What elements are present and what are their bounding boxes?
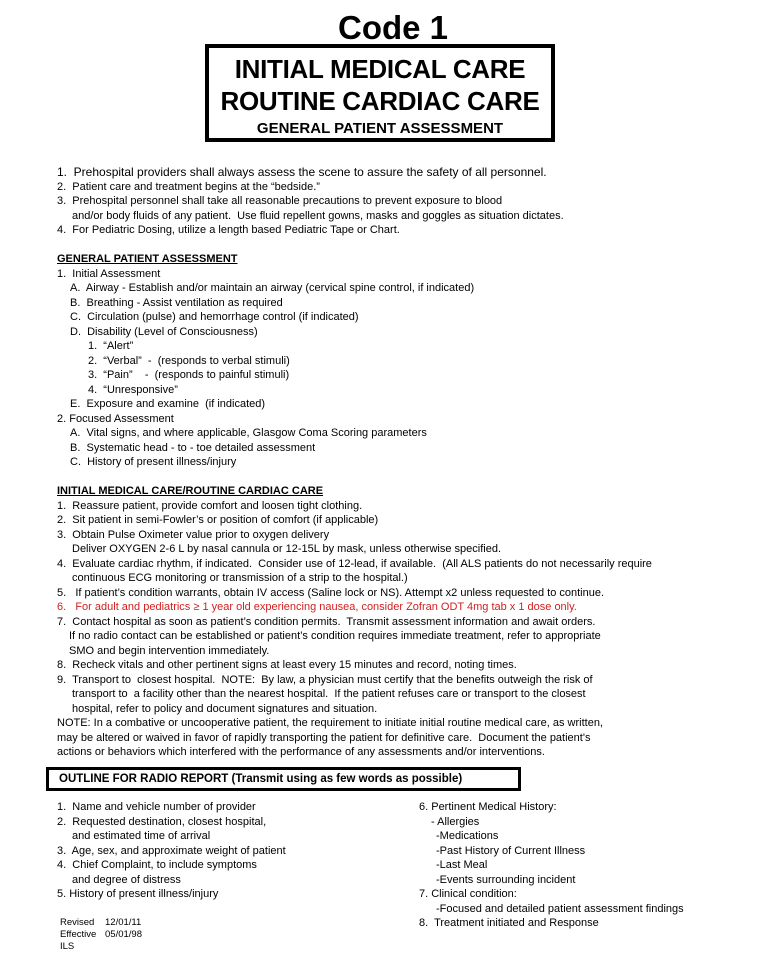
care-item: SMO and begin intervention immediately.	[69, 644, 270, 657]
radio-item: 7. Clinical condition:	[419, 888, 517, 900]
assessment-item: C. History of present illness/injury	[70, 456, 237, 468]
radio-item: and estimated time of arrival	[72, 830, 211, 842]
intro-item: and/or body fluids of any patient. Use fluid repellent gowns, masks and goggles as situation dictates.	[72, 209, 564, 222]
care-item: If no radio contact can be established or patient’s condition requires immediate treatment, refer to appropriate	[69, 630, 601, 642]
assessment-item: 2. “Verbal” - (responds to verbal stimuli)	[88, 354, 290, 367]
intro-item: 2. Patient care and treatment begins at the “bedside.”	[57, 180, 320, 193]
intro-item: 3. Prehospital personnel shall take all reasonable precautions to prevent exposure to blood	[57, 195, 503, 207]
radio-item: 3. Age, sex, and approximate weight of patient	[57, 844, 286, 857]
radio-item: 4. Chief Complaint, to include symptoms	[57, 859, 257, 871]
radio-item: -Past History of Current Illness	[436, 844, 586, 857]
assessment-item: 4. “Unresponsive”	[88, 383, 178, 396]
protocol-body	[57, 165, 757, 760]
care-item: continuous ECG monitoring or transmission of a strip to the hospital.)	[72, 572, 408, 584]
care-item: 5. If patient’s condition warrants, obtain IV access (Saline lock or NS). Attempt x2 unless requested to continue.	[57, 586, 605, 599]
care-item: 2. Sit patient in semi-Fowler’s or position of comfort (if applicable)	[57, 514, 379, 526]
intro-item: 4. For Pediatric Dosing, utilize a length based Pediatric Tape or Chart.	[57, 224, 400, 236]
care-item-highlight: 6. For adult and pediatrics ≥ 1 year old experiencing nausea, consider Zofran ODT 4mg tab x 1 dose only.	[57, 601, 577, 613]
radio-report-heading: OUTLINE FOR RADIO REPORT (Transmit using as few words as possible)	[46, 767, 521, 791]
assessment-item: C. Circulation (pulse) and hemorrhage control (if indicated)	[70, 311, 359, 323]
title-box	[205, 44, 555, 142]
title-box-line-1: INITIAL MEDICAL CARE	[234, 54, 526, 84]
care-item: Deliver OXYGEN 2-6 L by nasal cannula or 12-15L by mask, unless otherwise specified.	[72, 543, 502, 555]
radio-item: and degree of distress	[72, 873, 181, 886]
care-item: 7. Contact hospital as soon as patient’s condition permits. Transmit assessment information and await orders.	[57, 615, 596, 628]
care-item: transport to a facility other than the nearest hospital. If the patient refuses care or transport to the closest	[72, 688, 586, 700]
radio-item: 5. History of present illness/injury	[57, 888, 219, 900]
assessment-item: 1. “Alert”	[88, 340, 134, 352]
assessment-heading: GENERAL PATIENT ASSESSMENT	[57, 253, 238, 265]
revised-label: Revised	[60, 917, 95, 928]
radio-item: 2. Requested destination, closest hospital,	[57, 815, 267, 828]
care-heading: INITIAL MEDICAL CARE/ROUTINE CARDIAC CARE	[57, 485, 324, 497]
title-box-line-3: GENERAL PATIENT ASSESSMENT	[256, 120, 504, 137]
care-note: actions or behaviors which interfered with the performance of any assessments and/or interventions.	[57, 746, 545, 758]
effective-label: Effective	[60, 929, 97, 940]
care-item: hospital, refer to policy and document signatures and situation.	[72, 702, 378, 715]
assessment-item: E. Exposure and examine (if indicated)	[70, 398, 266, 410]
care-note: may be altered or waived in favor of rapidly transporting the patient for definitive care. Document the patient's	[57, 731, 591, 744]
revised-date: 12/01/11	[105, 917, 142, 928]
radio-item: -Events surrounding incident	[436, 873, 576, 886]
assessment-item: B. Breathing - Assist ventilation as required	[70, 296, 283, 309]
revision-footer	[60, 917, 142, 953]
care-item: 8. Recheck vitals and other pertinent signs at least every 15 minutes and record, noting times.	[57, 659, 517, 671]
assessment-item: 2. Focused Assessment	[57, 412, 174, 425]
assessment-item: D. Disability (Level of Consciousness)	[70, 325, 258, 338]
radio-item: - Allergies	[431, 815, 480, 828]
radio-item: 6. Pertinent Medical History:	[419, 801, 557, 813]
radio-item: -Medications	[436, 830, 499, 842]
care-item: 1. Reassure patient, provide comfort and loosen tight clothing.	[57, 499, 363, 512]
radio-item: 1. Name and vehicle number of provider	[57, 801, 256, 813]
intro-item: 1. Prehospital providers shall always assess the scene to assure the safety of all personnel.	[57, 165, 547, 179]
assessment-item: A. Vital signs, and where applicable, Glasgow Coma Scoring parameters	[70, 427, 427, 439]
radio-item: -Focused and detailed patient assessment findings	[436, 902, 684, 915]
level-code: ILS	[60, 941, 75, 952]
care-item: 9. Transport to closest hospital. NOTE: By law, a physician must certify that the benefits outweigh the risk of	[57, 673, 593, 686]
assessment-item: 1. Initial Assessment	[57, 267, 161, 280]
care-note: NOTE: In a combative or uncooperative patient, the requirement to initiate initial routine medical care, as written,	[57, 717, 603, 729]
page-title: Code 1	[337, 9, 449, 46]
assessment-item: 3. “Pain” - (responds to painful stimuli)	[88, 369, 290, 381]
radio-item: 8. Treatment initiated and Response	[419, 917, 599, 929]
radio-report-right-column	[419, 800, 759, 931]
care-item: 4. Evaluate cardiac rhythm, if indicated. Consider use of 12-lead, if available. (All ALS patients do not necessarily require	[57, 557, 652, 570]
assessment-item: B. Systematic head - to - toe detailed assessment	[70, 441, 316, 454]
effective-date: 05/01/98	[105, 929, 142, 940]
radio-item: -Last Meal	[436, 859, 488, 871]
care-item: 3. Obtain Pulse Oximeter value prior to oxygen delivery	[57, 528, 330, 541]
radio-report-left-column	[57, 800, 397, 902]
assessment-item: A. Airway - Establish and/or maintain an airway (cervical spine control, if indicated)	[70, 282, 475, 294]
title-box-line-2: ROUTINE CARDIAC CARE	[220, 86, 540, 116]
